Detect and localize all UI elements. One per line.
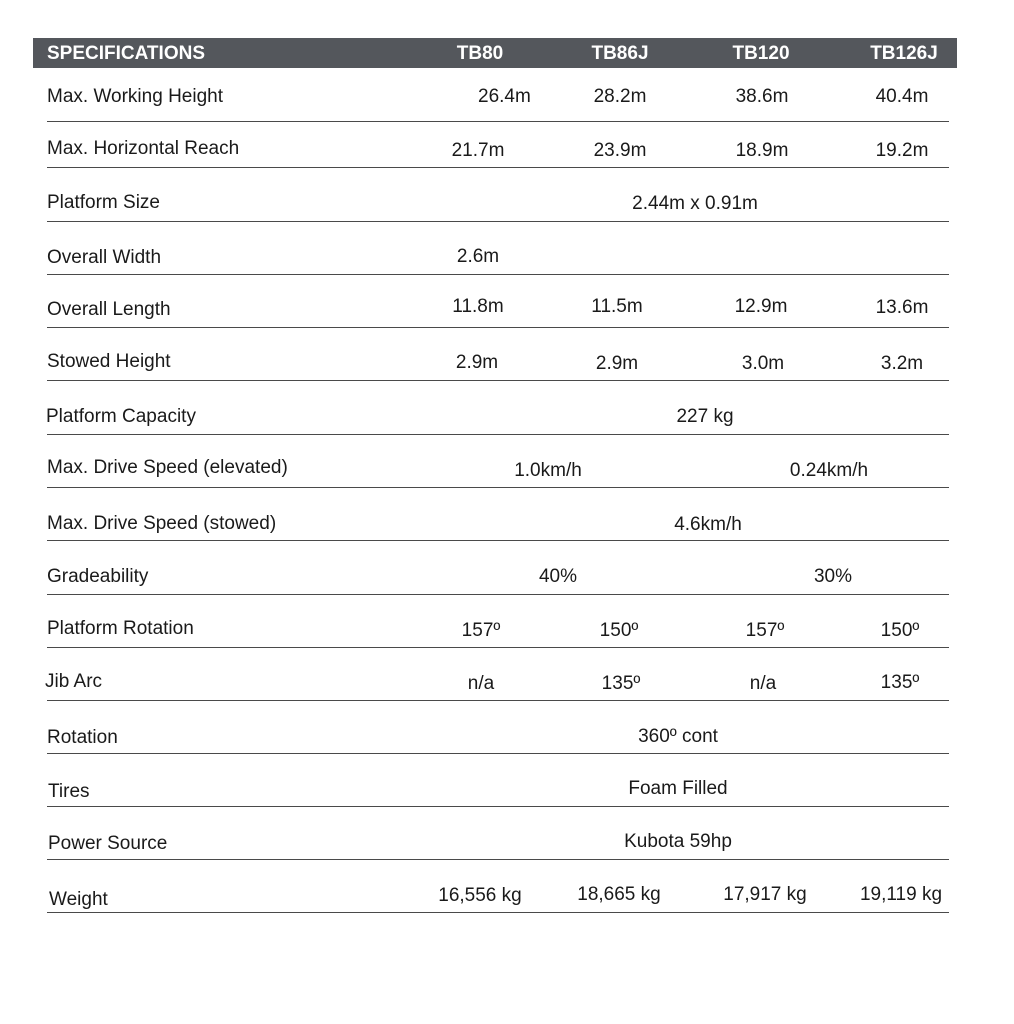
spec-value-all-models: Foam Filled (628, 778, 728, 799)
spec-value-tb120: 3.0m (741, 353, 785, 374)
spec-label: Overall Length (47, 299, 171, 320)
spec-row-overall-width (47, 221, 949, 275)
spec-label: Stowed Height (47, 351, 171, 372)
spec-row-gradeability (47, 541, 949, 595)
spec-table-header (33, 38, 957, 68)
spec-row-tires (47, 753, 949, 807)
spec-value-tb86j: 18,665 kg (577, 884, 661, 905)
spec-row-overall-length (47, 274, 949, 328)
spec-row-rotation (47, 700, 949, 754)
spec-value-tb86j: 2.9m (595, 353, 639, 374)
header-model-tb80: TB80 (456, 43, 504, 64)
spec-value-tb126j: 150º (880, 620, 920, 641)
spec-label: Jib Arc (45, 671, 103, 692)
spec-label: Platform Size (47, 192, 160, 213)
spec-label: Power Source (48, 833, 168, 854)
spec-label: Weight (49, 889, 108, 910)
spec-label: Max. Drive Speed (stowed) (47, 513, 277, 534)
header-model-tb86j: TB86J (591, 43, 649, 64)
spec-row-power-source (47, 806, 949, 860)
spec-value-tb80: 2.9m (455, 352, 499, 373)
spec-value-tb86j: 28.2m (593, 86, 647, 107)
spec-value-tb120: 12.9m (734, 296, 788, 317)
spec-value-tb126j: 13.6m (875, 297, 929, 318)
header-title: SPECIFICATIONS (47, 43, 205, 64)
spec-label: Tires (48, 781, 90, 802)
spec-value-all-models: 2.44m x 0.91m (632, 193, 758, 214)
spec-row-platform-size (47, 168, 949, 222)
spec-row-platform-capacity (47, 381, 949, 435)
spec-value-tb80-tb86j: 1.0km/h (514, 460, 582, 481)
spec-value-tb80: 21.7m (451, 140, 505, 161)
spec-value-tb126j: 40.4m (875, 86, 929, 107)
spec-value-tb120-tb126j: 0.24km/h (789, 460, 869, 481)
spec-row-stowed-height (47, 327, 949, 381)
spec-row-platform-rotation (47, 594, 949, 648)
spec-value-tb120: 38.6m (735, 86, 789, 107)
spec-value-tb120: 18.9m (735, 140, 789, 161)
spec-value-tb126j: 135º (880, 672, 920, 693)
spec-label: Rotation (47, 727, 118, 748)
spec-label: Platform Rotation (47, 618, 194, 639)
spec-label: Max. Drive Speed (elevated) (47, 457, 288, 478)
spec-value-tb120: 17,917 kg (723, 884, 807, 905)
spec-label: Overall Width (47, 247, 162, 268)
spec-value-tb120: 157º (745, 620, 785, 641)
spec-value-tb126j: 19.2m (875, 140, 929, 161)
spec-value-tb80: 11.8m (452, 296, 504, 317)
spec-label: Gradeability (47, 566, 149, 587)
spec-value-tb80: 2.6m (456, 246, 500, 267)
spec-row-max-drive-speed-elevated (47, 434, 949, 488)
spec-value-tb126j: 19,119 kg (859, 884, 943, 905)
spec-value-all-models: 227 kg (676, 406, 734, 427)
spec-value-tb86j: 150º (599, 620, 639, 641)
spec-value-tb86j: 135º (601, 673, 641, 694)
spec-label: Max. Working Height (47, 86, 223, 107)
spec-value-all-models: 4.6km/h (674, 514, 742, 535)
spec-value-tb80-tb86j: 40% (538, 566, 578, 587)
spec-value-tb80: 157º (461, 620, 501, 641)
spec-value-tb80: n/a (467, 673, 495, 694)
spec-row-max-horizontal-reach (47, 114, 949, 168)
spec-value-all-models: 360º cont (638, 726, 718, 747)
spec-row-max-drive-speed-stowed (47, 487, 949, 541)
spec-value-tb86j: 23.9m (593, 140, 647, 161)
spec-row-max-working-height: Max. Working Height 26.4m 28.2m 38.6m 40.4m (47, 68, 949, 122)
header-model-tb126j: TB126J (870, 43, 938, 64)
spec-value-tb80: 16,556 kg (438, 885, 522, 906)
header-model-tb120: TB120 (732, 43, 790, 64)
spec-label: Platform Capacity (46, 406, 196, 427)
spec-value-tb120-tb126j: 30% (813, 566, 853, 587)
spec-value-all-models: Kubota 59hp (624, 831, 732, 852)
spec-value-tb120: n/a (749, 673, 777, 694)
spec-row-jib-arc (47, 647, 949, 701)
spec-row-weight (47, 859, 949, 913)
spec-value-tb126j: 3.2m (880, 353, 924, 374)
spec-value-tb86j: 11.5m (591, 296, 643, 317)
spec-label: Max. Horizontal Reach (47, 138, 240, 159)
